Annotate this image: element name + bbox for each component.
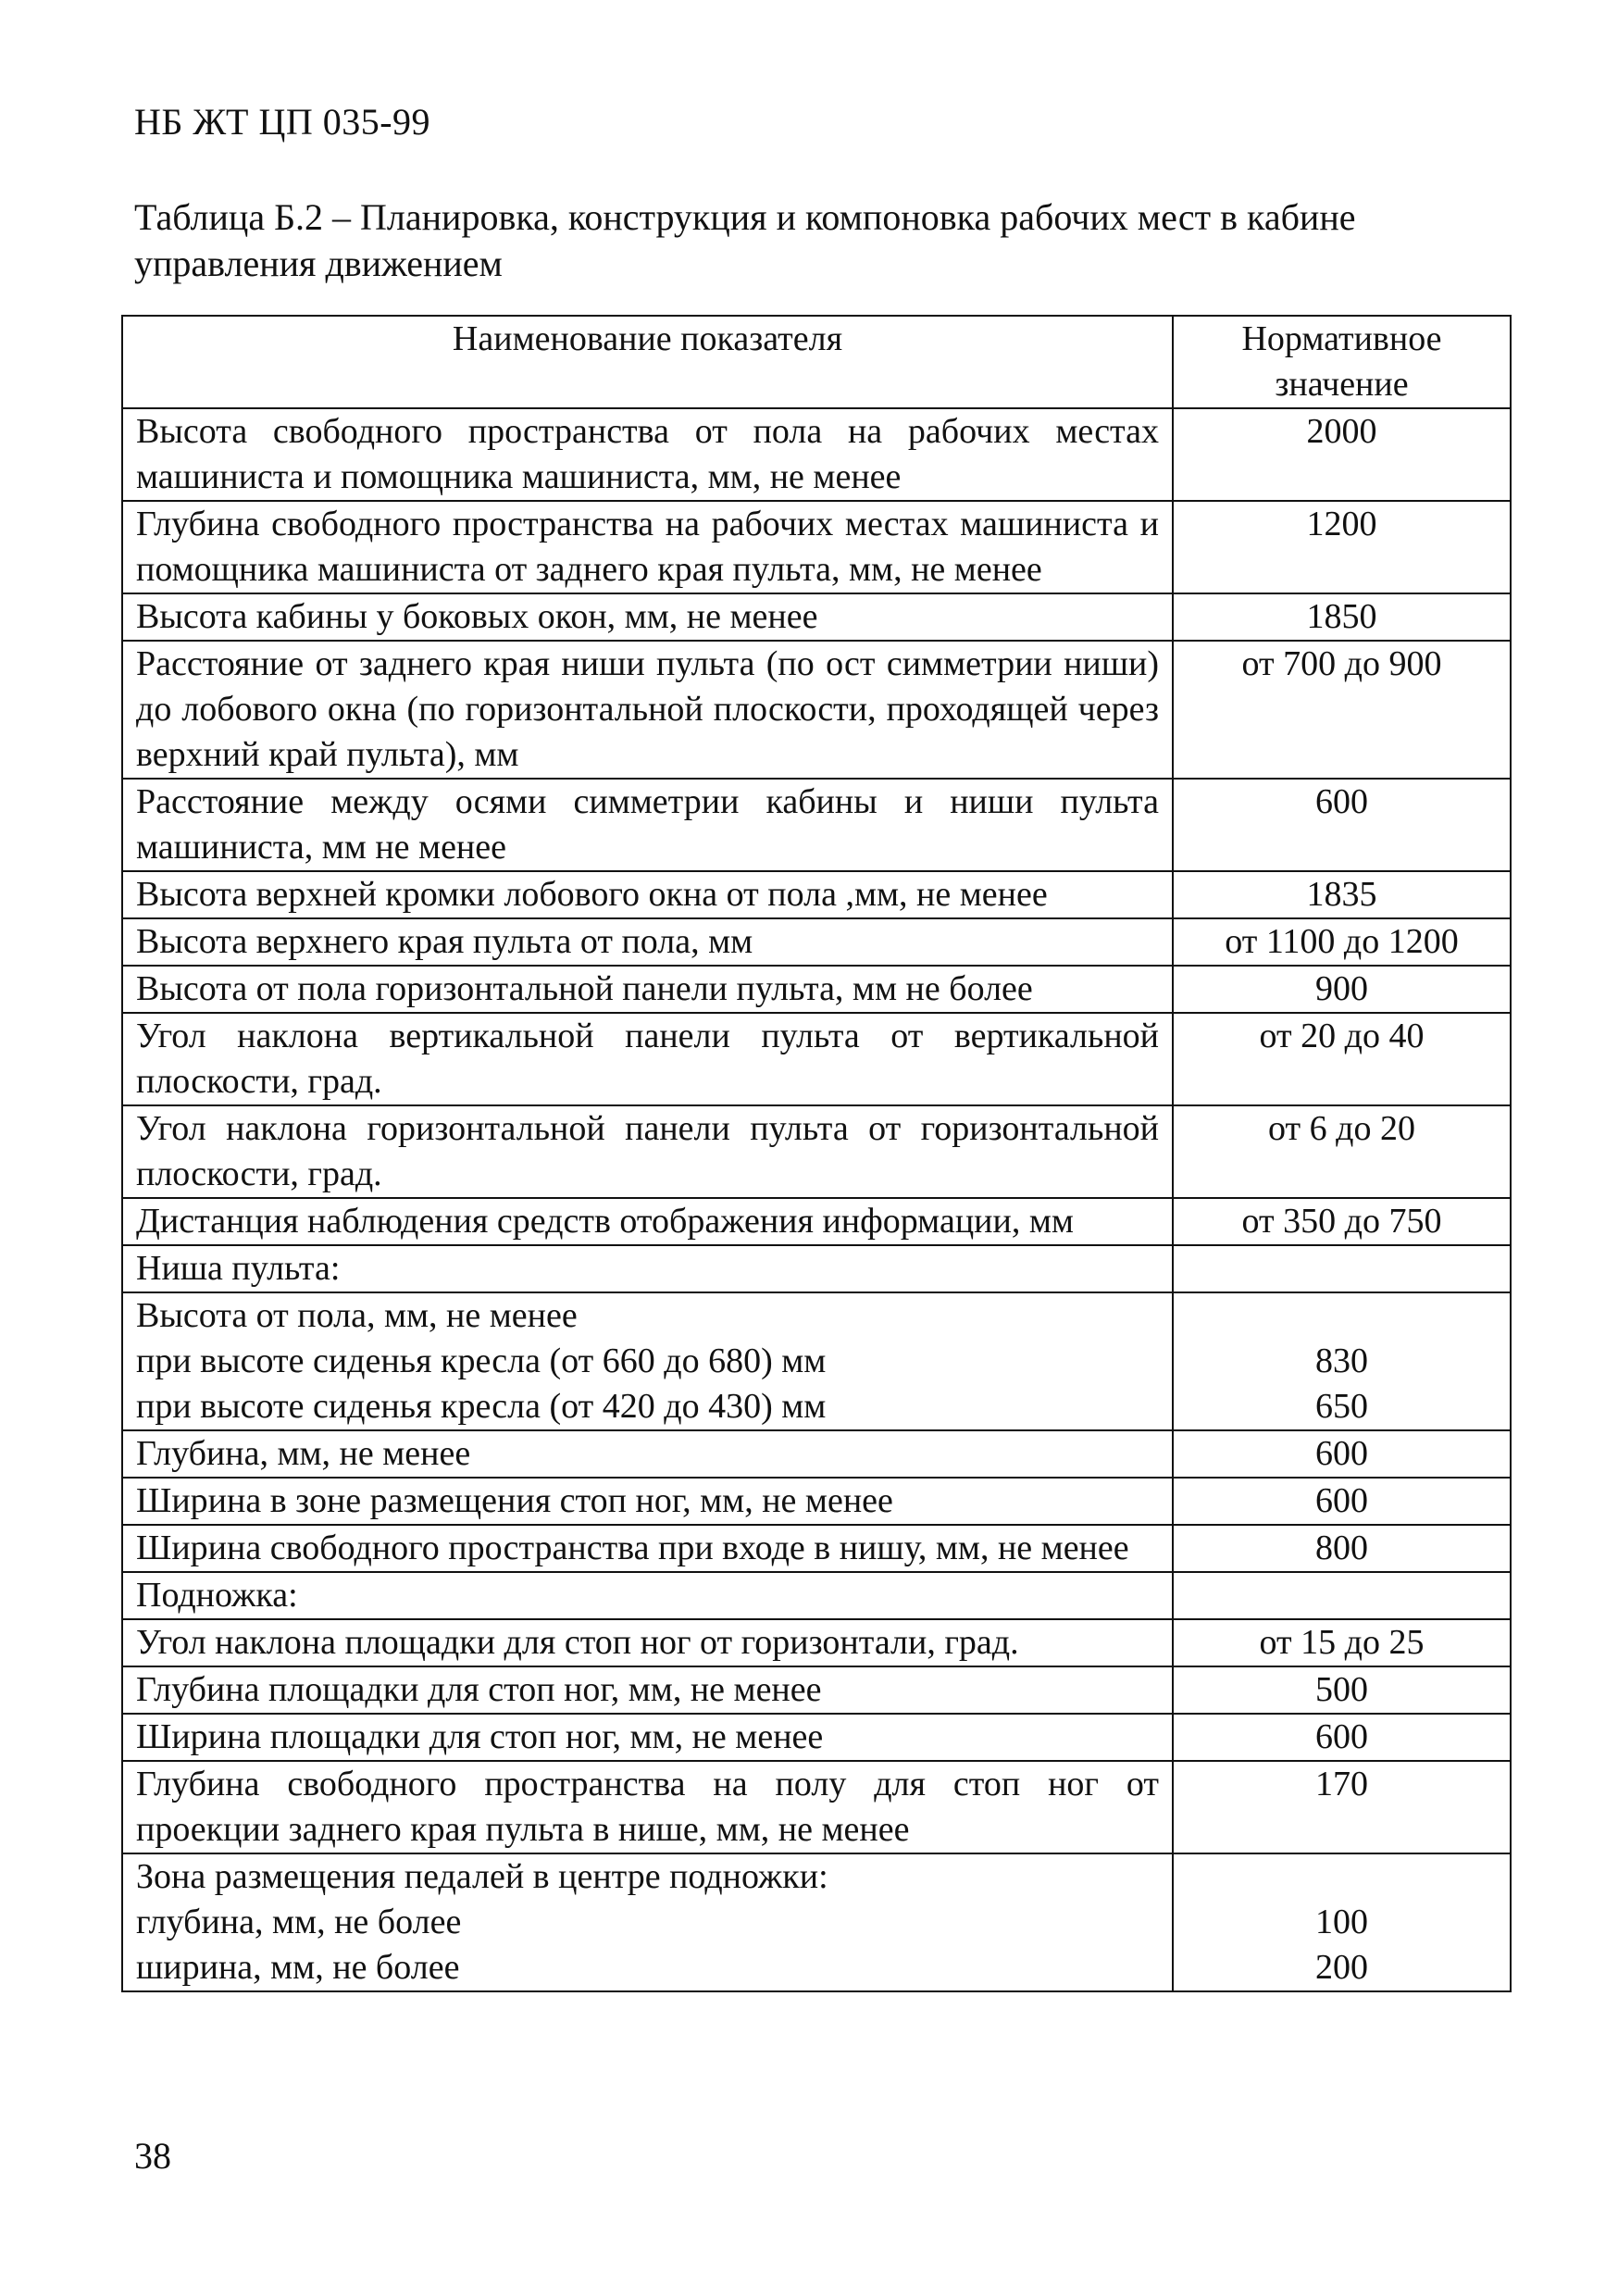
document-code: НБ ЖТ ЦП 035-99 — [134, 101, 431, 143]
row-value: от 6 до 20 — [1173, 1105, 1511, 1198]
row-value-empty — [1173, 1572, 1511, 1619]
row-name: Глубина площадки для стоп ног, мм, не менее — [122, 1666, 1173, 1714]
specification-table — [121, 315, 1512, 1992]
row-value: от 350 до 750 — [1173, 1198, 1511, 1245]
table-row — [122, 501, 1511, 593]
row-name: Угол наклона площадки для стоп ног от горизонтали, град. — [122, 1619, 1173, 1666]
table-row — [122, 966, 1511, 1013]
row-value: от 700 до 900 — [1173, 641, 1511, 779]
table-row — [122, 1619, 1511, 1666]
row-value: 1850 — [1173, 593, 1511, 641]
row-value: 600 — [1173, 1478, 1511, 1525]
row-value-multiline — [1173, 1853, 1511, 1991]
row-name: Расстояние от заднего края ниши пульта (по ост симметрии ниши) до лобового окна (по горизонтальной плоскости, проходящей через верхний край пульта), мм — [122, 641, 1173, 779]
row-name: Дистанция наблюдения средств отображения информации, мм — [122, 1198, 1173, 1245]
row-value: 600 — [1173, 1430, 1511, 1478]
table-row — [122, 871, 1511, 918]
row-name-multiline — [122, 1292, 1173, 1430]
row-value-line-3: 200 — [1315, 1948, 1368, 1987]
table-row — [122, 1666, 1511, 1714]
row-value: 800 — [1173, 1525, 1511, 1572]
row-name: Ширина в зоне размещения стоп ног, мм, не менее — [122, 1478, 1173, 1525]
table-row — [122, 1714, 1511, 1761]
table-row-section-footrest — [122, 1572, 1511, 1619]
row-name: Высота верхней кромки лобового окна от пола ,мм, не менее — [122, 871, 1173, 918]
table-row — [122, 1853, 1511, 1991]
row-value-empty — [1173, 1245, 1511, 1292]
table-caption — [134, 194, 1504, 287]
row-name-line-1: Зона размещения педалей в центре подножки: — [136, 1857, 828, 1896]
header-normative-value-line-1: Нормативное — [1241, 319, 1442, 358]
table-row — [122, 1430, 1511, 1478]
row-name-line-1: Высота от пола, мм, не менее — [136, 1296, 578, 1335]
row-value: 2000 — [1173, 408, 1511, 501]
table-row — [122, 1478, 1511, 1525]
row-value: от 1100 до 1200 — [1173, 918, 1511, 966]
row-value: 170 — [1173, 1761, 1511, 1853]
row-name: Высота от пола горизонтальной панели пульта, мм не более — [122, 966, 1173, 1013]
table-row — [122, 918, 1511, 966]
page-number: 38 — [134, 2135, 171, 2177]
row-name: Расстояние между осями симметрии кабины и ниши пульта машиниста, мм не менее — [122, 779, 1173, 871]
section-title-console-niche: Ниша пульта: — [122, 1245, 1173, 1292]
row-value-multiline — [1173, 1292, 1511, 1430]
table-row — [122, 1013, 1511, 1105]
table-caption-line-1: Таблица Б.2 – Планировка, конструкция и компоновка рабочих мест в кабине — [134, 196, 1356, 238]
section-title-footrest: Подножка: — [122, 1572, 1173, 1619]
header-indicator-name-text: Наименование показателя — [452, 319, 843, 358]
row-name-line-2: глубина, мм, не более — [136, 1903, 462, 1941]
table-row — [122, 1105, 1511, 1198]
row-name-multiline — [122, 1853, 1173, 1991]
row-name: Ширина площадки для стоп ног, мм, не менее — [122, 1714, 1173, 1761]
table-row — [122, 1292, 1511, 1430]
row-name: Ширина свободного пространства при входе в нишу, мм, не менее — [122, 1525, 1173, 1572]
row-value: от 15 до 25 — [1173, 1619, 1511, 1666]
row-name: Высота свободного пространства от пола на рабочих местах машиниста и помощника машиниста, мм, не менее — [122, 408, 1173, 501]
row-name-line-2: при высоте сиденья кресла (от 660 до 680) мм — [136, 1341, 827, 1380]
header-indicator-name — [122, 316, 1173, 408]
header-normative-value — [1173, 316, 1511, 408]
row-value-line-2: 100 — [1315, 1903, 1368, 1941]
row-value: 900 — [1173, 966, 1511, 1013]
table-row — [122, 1525, 1511, 1572]
row-value-line-3: 650 — [1315, 1387, 1368, 1426]
row-value: 500 — [1173, 1666, 1511, 1714]
table-row — [122, 779, 1511, 871]
header-normative-value-line-2: значение — [1275, 365, 1409, 404]
table-row — [122, 593, 1511, 641]
table-header-row — [122, 316, 1511, 408]
row-value: 600 — [1173, 1714, 1511, 1761]
table-row-section-console-niche — [122, 1245, 1511, 1292]
table-row — [122, 641, 1511, 779]
row-value: 1835 — [1173, 871, 1511, 918]
row-value: от 20 до 40 — [1173, 1013, 1511, 1105]
table-row — [122, 1761, 1511, 1853]
row-name: Угол наклона горизонтальной панели пульта от горизонтальной плоскости, град. — [122, 1105, 1173, 1198]
table-row — [122, 1198, 1511, 1245]
table-row — [122, 408, 1511, 501]
row-name: Глубина, мм, не менее — [122, 1430, 1173, 1478]
row-value: 600 — [1173, 779, 1511, 871]
row-name: Высота верхнего края пульта от пола, мм — [122, 918, 1173, 966]
row-name: Угол наклона вертикальной панели пульта от вертикальной плоскости, град. — [122, 1013, 1173, 1105]
row-name: Глубина свободного пространства на полу для стоп ног от проекции заднего края пульта в нише, мм, не менее — [122, 1761, 1173, 1853]
row-value: 1200 — [1173, 501, 1511, 593]
row-name-line-3: при высоте сиденья кресла (от 420 до 430) мм — [136, 1387, 827, 1426]
row-name: Глубина свободного пространства на рабочих местах машиниста и помощника машиниста от заднего края пульта, мм, не менее — [122, 501, 1173, 593]
row-name: Высота кабины у боковых окон, мм, не менее — [122, 593, 1173, 641]
row-name-line-3: ширина, мм, не более — [136, 1948, 460, 1987]
table-caption-line-2: управления движением — [134, 243, 503, 284]
row-value-line-2: 830 — [1315, 1341, 1368, 1380]
